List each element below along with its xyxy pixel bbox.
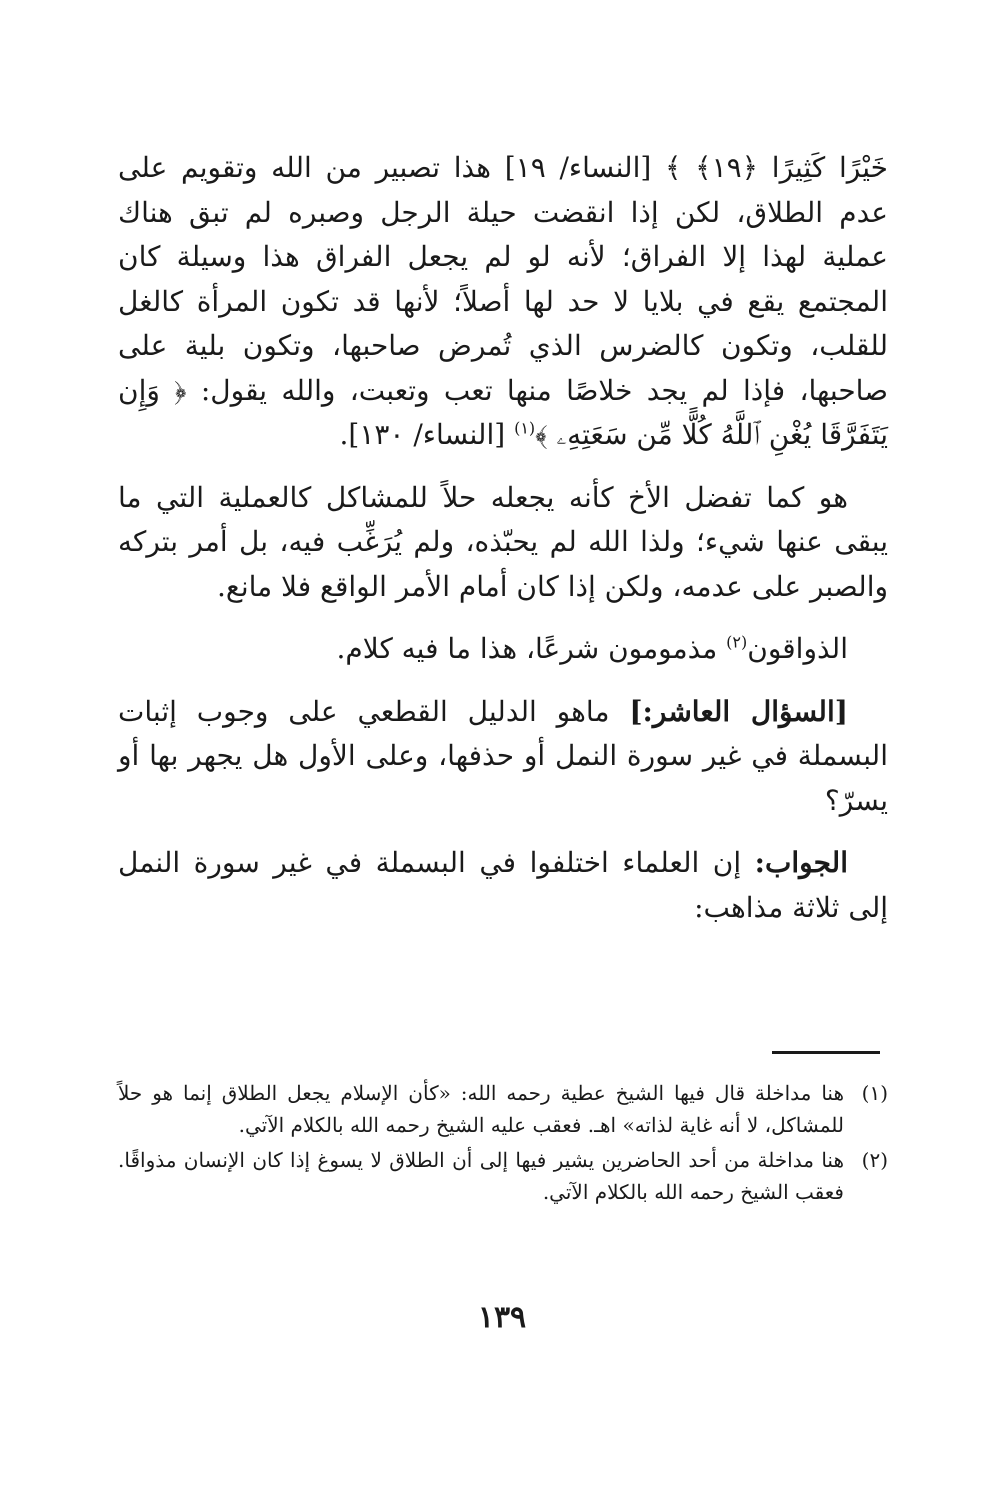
paragraph-3 [118, 627, 888, 672]
footnote-2 [118, 1145, 888, 1208]
paragraph-2: هو كما تفضل الأخ كأنه يجعله حلاً للمشاكل كالعملية التي ما يبقى عنها شيء؛ ولذا الله لم يحبّذه، ولم يُرَغِّب فيه، بل أمر بتركه والصبر على عدمه، ولكن إذا كان أمام الأمر الواقع فلا مانع. [118, 480, 888, 603]
question-text: ماهو الدليل القطعي على وجوب إثبات البسملة في غير سورة النمل أو حذفها، وعلى الأول هل يجهر بها أو يسرّ؟ [118, 694, 888, 817]
page-number: ١٣٩ [477, 1300, 527, 1335]
footnotes [118, 1078, 888, 1212]
paragraph-1 [118, 146, 888, 458]
paragraph-3-term: الذواقون [747, 632, 848, 665]
paragraph-1-text: خَيْرًا كَثِيرًا ﴿١٩﴾ ﴾ [النساء/ ١٩] هذا تصبير من الله وتقويم على عدم الطلاق، لكن إذا انقضت حيلة الرجل وصبره لم تبق هناك عملية لهذا إلا الفراق؛ لأنه لو لم يجعل الفراق هذا وسيلة كان المجتمع يقع في بلايا لا حد لها أصلاً؛ لأنها قد تكون المرأة كالغل للقلب، وتكون كالضرس الذي تُمرض صاحبها، وتكون بلية على صاحبها، فإذا لم يجد خلاصًا منها تعب وتعبت، والله يقول: ﴿ وَإِن يَتَفَرَّقَا يُغْنِ ٱللَّهُ كُلًّا مِّن سَعَتِهِۦ ﴾ [118, 151, 888, 451]
footnote-1 [118, 1078, 888, 1141]
question-paragraph [118, 690, 888, 824]
footnote-1-text: هنا مداخلة قال فيها الشيخ عطية رحمه الله: «كأن الإسلام يجعل الطلاق إنما هو حلاً للمشاكل، لا أنه غاية لذاته» اهـ. فعقب عليه الشيخ رحمه الله بالكلام الآتي. [118, 1081, 844, 1137]
footnote-1-number: (١) [861, 1081, 888, 1105]
answer-text: إن العلماء اختلفوا في البسملة في غير سورة النمل إلى ثلاثة مذاهب: [118, 846, 888, 924]
footnote-ref-1: (١) [514, 418, 536, 438]
answer-label: الجواب: [754, 846, 848, 879]
footnote-2-number: (٢) [861, 1148, 888, 1172]
paragraph-3-text: مذمومون شرعًا، هذا ما فيه كلام. [336, 632, 727, 665]
footnote-ref-2: (٢) [726, 632, 748, 652]
main-text [118, 146, 888, 948]
question-label: [السؤال العاشر:] [629, 694, 848, 728]
footnote-separator [772, 1051, 880, 1054]
footnote-2-text: هنا مداخلة من أحد الحاضرين يشير فيها إلى أن الطلاق لا يسوغ إذا كان الإنسان مذواقًا. فعقب الشيخ رحمه الله بالكلام الآتي. [118, 1148, 845, 1204]
paragraph-1-citation: [النساء/ ١٣٠]. [339, 418, 515, 451]
answer-paragraph [118, 841, 888, 930]
